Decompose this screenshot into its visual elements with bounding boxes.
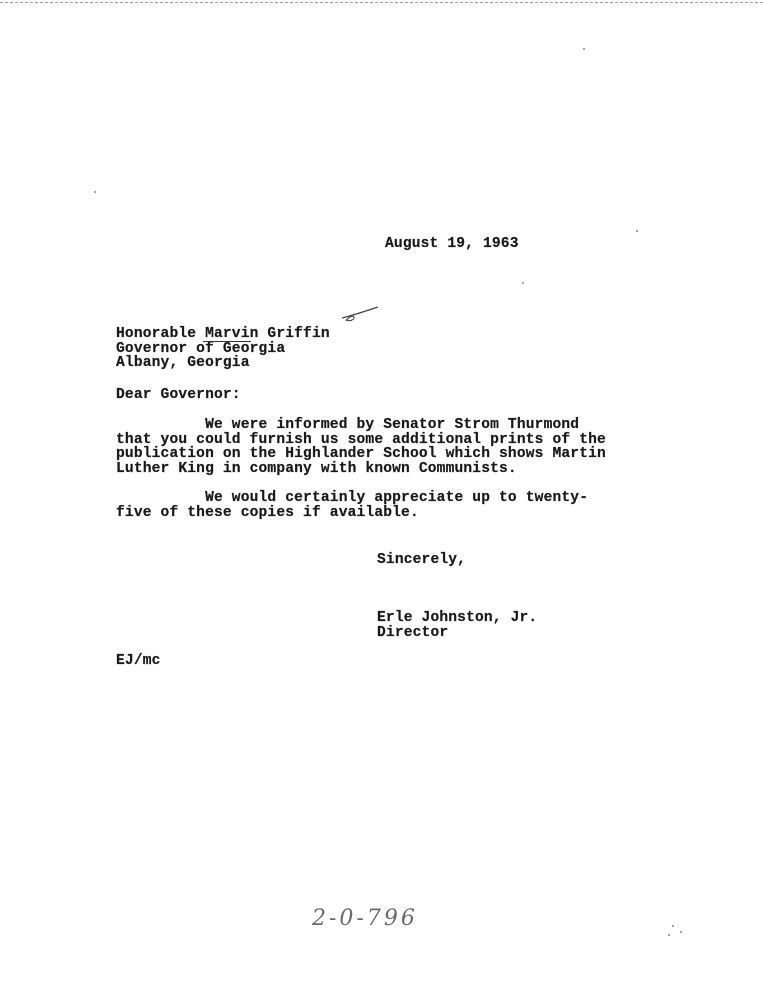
closing: Sincerely, (377, 552, 467, 568)
scan-speck (672, 925, 674, 927)
scan-speck (636, 230, 638, 232)
scan-speck (680, 931, 682, 933)
address-line-title: Governor of Georgia (116, 340, 286, 357)
salutation: Dear Governor: (116, 387, 241, 403)
handwritten-check-mark (338, 304, 382, 326)
recipient-address (116, 327, 330, 371)
signature-block (377, 611, 537, 640)
letter-date: August 19, 1963 (385, 236, 519, 252)
paragraph-line: five of these copies if available. (116, 504, 419, 521)
body-paragraph-2 (116, 491, 588, 520)
top-edge-dashes (0, 2, 763, 3)
address-line-name: Honorable Marvin Griffin (116, 326, 330, 342)
scan-speck (94, 191, 96, 193)
signature-name: Erle Johnston, Jr. (377, 610, 538, 626)
paragraph-line: that you could furnish us some additional prints of the (116, 431, 606, 448)
paragraph-line: We were informed by Senator Strom Thurmond (116, 417, 580, 433)
typist-initials: EJ/mc (116, 653, 161, 669)
scan-speck (522, 282, 524, 284)
handwritten-document-number: 2-0-796 (312, 906, 418, 931)
scan-speck (583, 48, 585, 50)
signature-title: Director (377, 624, 449, 641)
handwritten-underline (203, 341, 251, 342)
paragraph-line: Luther King in company with known Communists. (116, 460, 517, 477)
body-paragraph-1 (116, 418, 606, 476)
paragraph-line: publication on the Highlander School which shows Martin (116, 446, 606, 462)
paragraph-line: We would certainly appreciate up to twenty- (116, 490, 589, 506)
address-line-location: Albany, Georgia (116, 355, 250, 371)
scan-speck (668, 934, 670, 936)
